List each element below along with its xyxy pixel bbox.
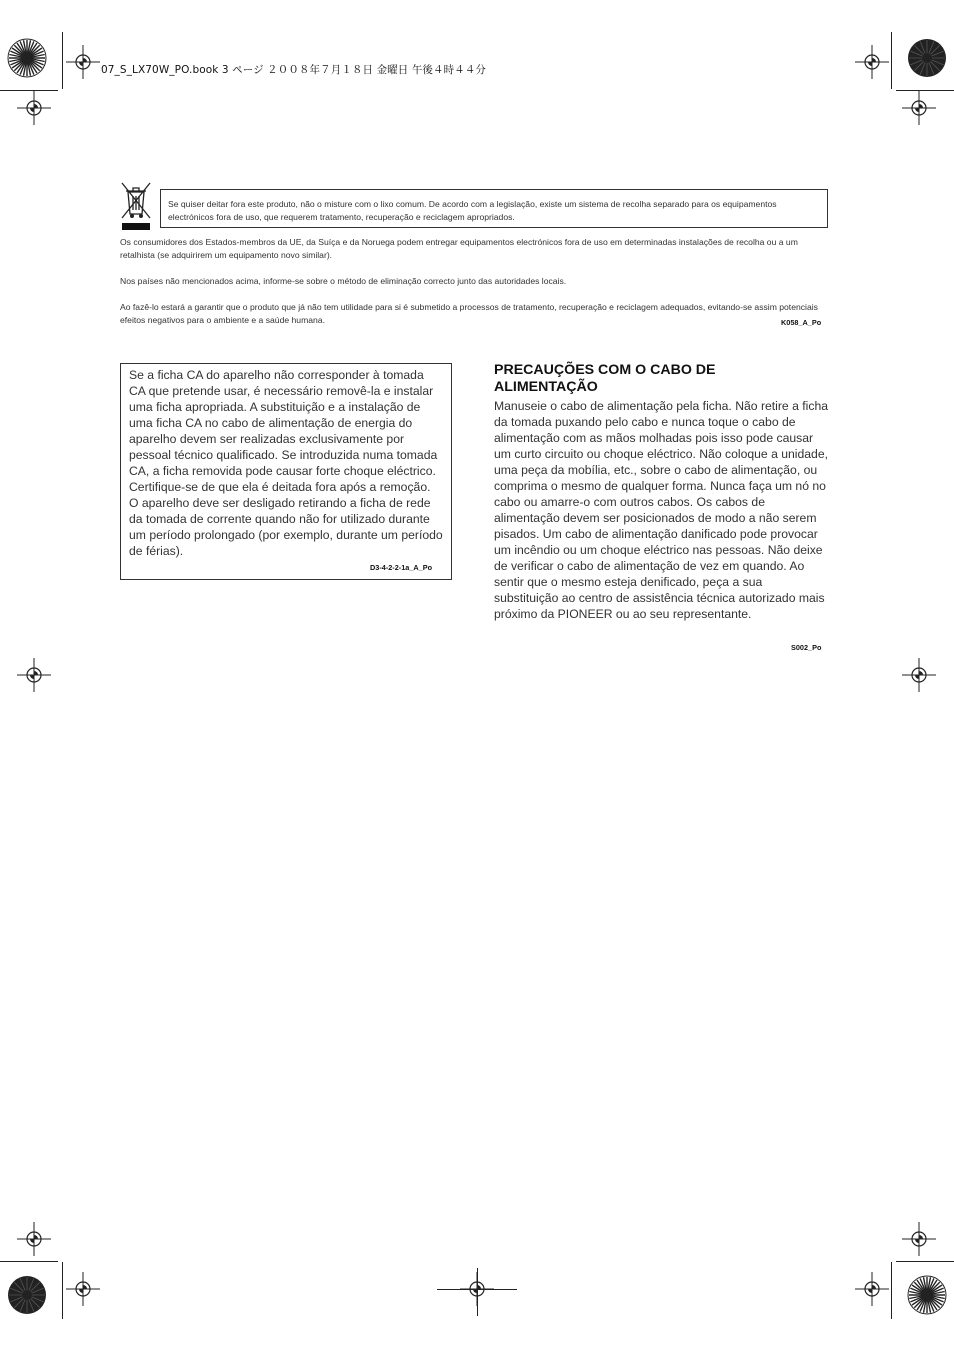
crosshair-registration-mark-icon	[902, 91, 936, 125]
sunburst-registration-mark-icon	[6, 1274, 48, 1316]
weee-paragraph-1: Os consumidores dos Estados-membros da UE, da Suíça e da Noruega podem entregar equipamentos electrónicos fora de uso em determinadas instalações de recolha ou a um retalhista (se adquirirem um equipamento novo similar).	[120, 237, 798, 260]
file-info-header: 07_S_LX70W_PO.book 3 ページ ２００８年７月１８日 金曜日 午後４時４４分	[101, 64, 487, 76]
crop-line	[62, 1262, 63, 1319]
crosshair-registration-mark-icon	[855, 45, 889, 79]
weee-paragraph-2: Nos países não mencionados acima, informe-se sobre o método de eliminação correcto junto das autoridades locais.	[120, 276, 567, 286]
power-cord-code: S002_Po	[791, 643, 822, 652]
crosshair-registration-mark-icon	[66, 1272, 100, 1306]
sunburst-registration-mark-icon	[906, 37, 948, 79]
weee-paragraph-3: Ao fazê-lo estará a garantir que o produto que já não tem utilidade para si é submetido a processos de tratamento, recuperação e reciclagem adequados, evitando-se assim potenciais efeitos negativos para o ambiente e a saúde humana.	[120, 302, 818, 325]
crop-line	[477, 1268, 478, 1316]
crosshair-registration-mark-icon	[17, 91, 51, 125]
plug-warning-box	[120, 363, 452, 580]
plug-warning-text: Se a ficha CA do aparelho não corresponder à tomada CA que pretende usar, é necessário removê-la e instalar uma ficha apropriada. A substituição e a instalação de uma ficha CA no cabo de alimentação de energia do aparelho devem ser realizadas exclusivamente por pessoal técnico qualificado. Se introduzida numa tomada CA, a ficha removida pode causar forte choque eléctrico. Certifique-se de que ela é deitada fora após a remoção. O aparelho deve ser desligado retirando a ficha de rede da tomada de corrente quando não for utilizado durante um período prolongado (por exemplo, durante um período de férias).	[129, 368, 443, 558]
weee-reference-code: K058_A_Po	[781, 318, 822, 327]
weee-boxed-text: Se quiser deitar fora este produto, não o misture com o lixo comum. De acordo com a legislação, existe um sistema de recolha separado para os equipamentos electrónicos fora de uso, que requerem tratamento, recuperação e reciclagem apropriados.	[168, 199, 777, 222]
crosshair-registration-mark-icon	[17, 658, 51, 692]
crop-line	[0, 1261, 58, 1262]
crop-line	[891, 32, 892, 89]
crosshair-registration-mark-icon	[902, 1222, 936, 1256]
plug-warning-code: D3-4-2-2-1a_A_Po	[370, 563, 433, 572]
power-cord-heading: PRECAUÇÕES COM O CABO DE ALIMENTAÇÃO	[494, 362, 716, 395]
power-cord-text: Manuseie o cabo de alimentação pela ficha. Não retire a ficha da tomada puxando pelo cabo e nunca toque o cabo de alimentação com as mãos molhadas pois isso pode causar um curto circuito ou choque eléctrico. Não coloque a unidade, uma peça da mobília, etc., sobre o cabo de alimentação, ou comprima o mesmo de qualquer forma. Nunca faça um nó no cabo ou amarre-o com outros cabos. Os cabos de alimentação devem ser posicionados de modo a não serem pisados. Um cabo de alimentação danificado pode provocar um incêndio ou um choque eléctrico nas pessoas. Não deixe de verificar o cabo de alimentação de vez em quando. Ao sentir que o mesmo esteja denificado, peça a sua substituição ao centro de assistência técnica autorizado mais próximo da PIONEER ou ao seu representante.	[494, 399, 829, 621]
crosshair-registration-mark-icon	[855, 1272, 889, 1306]
weee-notice-box	[160, 189, 828, 228]
sunburst-registration-mark-icon	[906, 1274, 948, 1316]
crossed-out-wheeled-bin-icon	[119, 180, 153, 231]
crosshair-registration-mark-icon	[66, 45, 100, 79]
crosshair-registration-mark-icon	[902, 658, 936, 692]
sunburst-registration-mark-icon	[6, 37, 48, 79]
crop-line	[891, 1262, 892, 1319]
crop-line	[896, 1261, 954, 1262]
crop-line	[62, 32, 63, 89]
crosshair-registration-mark-icon	[17, 1222, 51, 1256]
